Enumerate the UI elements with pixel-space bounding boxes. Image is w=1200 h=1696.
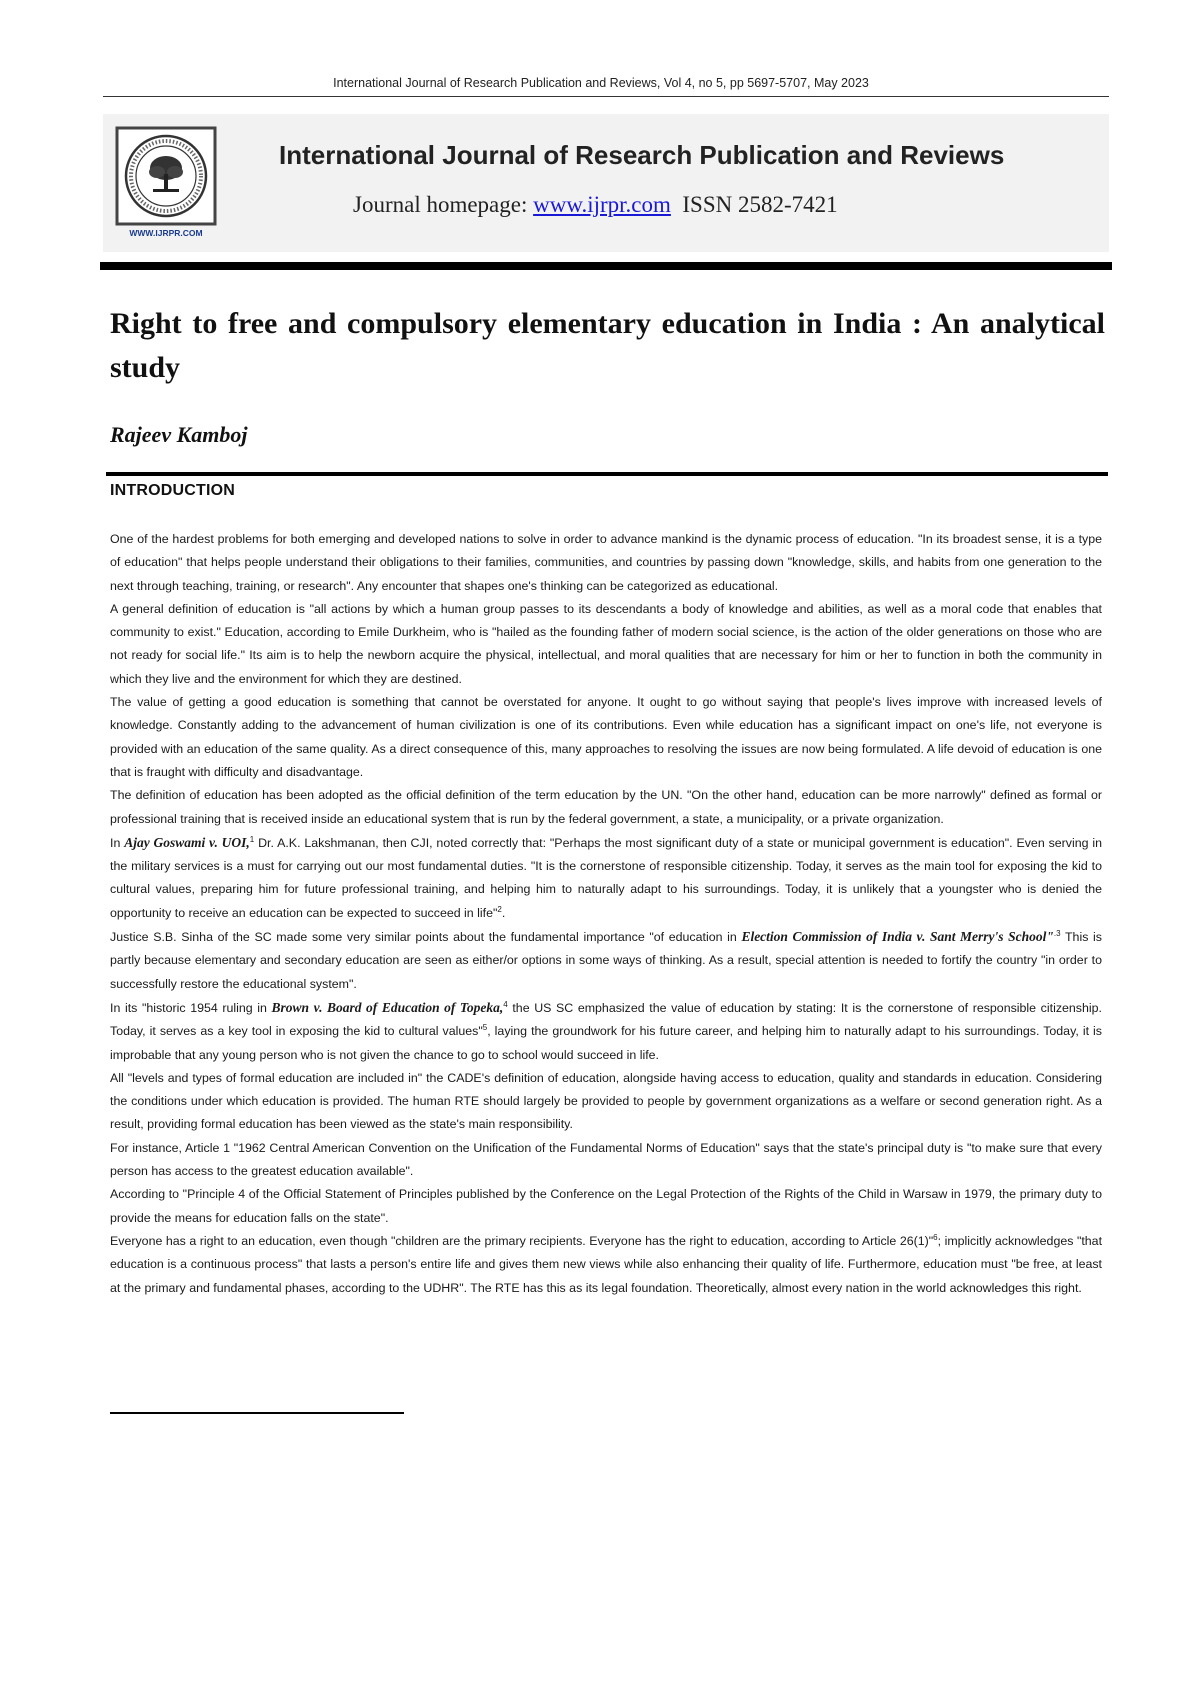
- issn: ISSN 2582-7421: [682, 192, 838, 217]
- paragraph-8: All "levels and types of formal education are included in" the CADE's definition of education, alongside having access to education, quality and standards in education. Considering the conditions under which education is provided. The human RTE should largely be provided to people by government organizations as a welfare or second generation right. As a result, providing formal education has been viewed as the state's main responsibility.: [110, 1070, 1102, 1132]
- paragraph-9: For instance, Article 1 "1962 Central American Convention on the Unification of the Fundamental Norms of Education" says that the state's principal duty is "to make sure that every person has access to the greatest education available".: [110, 1140, 1102, 1179]
- paragraph-11: [110, 1230, 1102, 1300]
- banner-divider: [100, 262, 1112, 270]
- running-head: International Journal of Research Publication and Reviews, Vol 4, no 5, pp 5697-5707, May 2023: [333, 76, 869, 90]
- paragraph-7: [110, 996, 1102, 1067]
- paragraph-4: The definition of education has been adopted as the official definition of the term education by the UN. "On the other hand, education can be more narrowly" defined as formal or professional training that is received inside an educational system that is run by the federal government, a state, a municipality, or a private organization.: [110, 788, 1102, 826]
- p7-text: the US SC emphasized the value of education by stating: It is the cornerstone of responsible citizenship. Today, it serves as a key tool in exposing the kid to cultural values": [110, 1000, 1102, 1039]
- journal-name: International Journal of Research Publication and Reviews: [279, 140, 1005, 170]
- article-author: Rajeev Kamboj: [110, 422, 248, 447]
- p5-text: Dr. A.K. Lakshmanan, then CJI, noted correctly that: "Perhaps the most significant duty of a state or municipal government is education". Even serving in the military services is a must for carrying out our most fundamental duties. "It is the cornerstone of responsible citizenship. Today, it serves as the main tool for exposing the kid to cultural values, preparing him for future professional training, and helping him to naturally adapt to his surroundings. Today, it is unlikely that a youngster who is denied the opportunity to receive an education can be expected to succeed in life": [110, 835, 1102, 920]
- header-rule: [103, 96, 1109, 97]
- footnote-ref: .3: [1053, 928, 1061, 938]
- article-body: [110, 528, 1102, 1300]
- p6-text: This is partly because elementary and secondary education are seen as either/or options in some ways of thinking. As a result, special attention is needed to fortify the country "in order to successfully restore the educational system".: [110, 930, 1102, 991]
- case-citation: Ajay Goswami v. UOI,: [124, 834, 250, 850]
- journal-banner: [103, 114, 1109, 252]
- section-heading: INTRODUCTION: [110, 482, 236, 499]
- journal-logo: [115, 126, 217, 240]
- p7-lead: In its "historic 1954 ruling in: [110, 1000, 267, 1015]
- tree-seal-icon: [115, 126, 217, 240]
- footnote-separator: [110, 1412, 404, 1414]
- case-citation: Brown v. Board of Education of Topeka,: [271, 999, 504, 1015]
- footnote-ref: 2: [497, 904, 502, 914]
- journal-homepage-line: [353, 192, 838, 218]
- paragraph-2: A general definition of education is "all actions by which a human group passes to its descendants a body of knowledge and abilities, as well as a moral code that enables that community to exist." Education, according to Emile Durkheim, who is "hailed as the founding father of modern social science, is the action of the older generations on those who are not ready for social life." Its aim is to help the newborn acquire the physical, intellectual, and moral qualities that are necessary for him or her to function in both the community in which they live and the environment for which they are destined.: [110, 601, 1102, 686]
- footnote-ref: 5: [482, 1023, 488, 1033]
- footnote-ref: 4: [503, 999, 508, 1009]
- p6-lead: Justice S.B. Sinha of the SC made some very similar points about the fundamental importance "of education in: [110, 930, 737, 945]
- p11-text: ; implicitly acknowledges "that education is a continuous process" that lasts a person's entire life and gives them new views while also enhancing their quality of life. Furthermore, education must "be free, at least at the primary and fundamental phases, according to the UDHR". The RTE has this as its legal foundation. Theoretically, almost every nation in the world acknowledges this right.: [110, 1233, 1103, 1295]
- paragraph-10: According to "Principle 4 of the Official Statement of Principles published by the Conference on the Legal Protection of the Rights of the Child in Warsaw in 1979, the primary duty to provide the means for education falls on the state".: [110, 1187, 1102, 1225]
- p11-lead: Everyone has a right to an education, even though "children are the primary recipients. Everyone has the right to education, according to Article 26(1)": [110, 1233, 934, 1248]
- paragraph-3: The value of getting a good education is something that cannot be overstated for anyone. It ought to go without saying that people's lives improve with increased levels of knowledge. Constantly adding to the advancement of human civilization is one of its contributions. Even while education has a significant impact on one's life, not everyone is provided with an education of the same quality. As a direct consequence of this, many approaches to resolving the issues are now being formulated. A life devoid of education is one that is fraught with difficulty and disadvantage.: [110, 695, 1102, 779]
- article-title: Right to free and compulsory elementary education in India : An analytical study: [110, 307, 1105, 384]
- section-divider: [106, 472, 1108, 476]
- paragraph-5: [110, 831, 1102, 925]
- p5-lead: In: [110, 835, 121, 850]
- p7-end: , laying the groundwork for his future career, and helping him to naturally adapt to his surroundings. Today, it is improbable that any young person who is not given the chance to go to school would succeed in life.: [110, 1024, 1103, 1062]
- paragraph-6: [110, 925, 1102, 996]
- logo-caption: WWW.IJRPR.COM: [129, 228, 203, 238]
- case-citation: Election Commission of India v. Sant Merry's School": [741, 929, 1054, 945]
- footnote-ref: 1: [249, 834, 255, 844]
- p5-end: .: [501, 905, 506, 920]
- footnote-ref: 6: [933, 1232, 938, 1242]
- homepage-link[interactable]: www.ijrpr.com: [533, 192, 671, 217]
- paragraph-1: One of the hardest problems for both emerging and developed nations to solve in order to advance mankind is the dynamic process of education. "In its broadest sense, it is a type of education" that helps people understand their obligations to their families, communities, and countries by passing down "knowledge, skills, and habits from one generation to the next through teaching, training, or research". Any encounter that shapes one's thinking can be categorized as educational.: [110, 532, 1102, 593]
- homepage-label: Journal homepage:: [353, 192, 528, 217]
